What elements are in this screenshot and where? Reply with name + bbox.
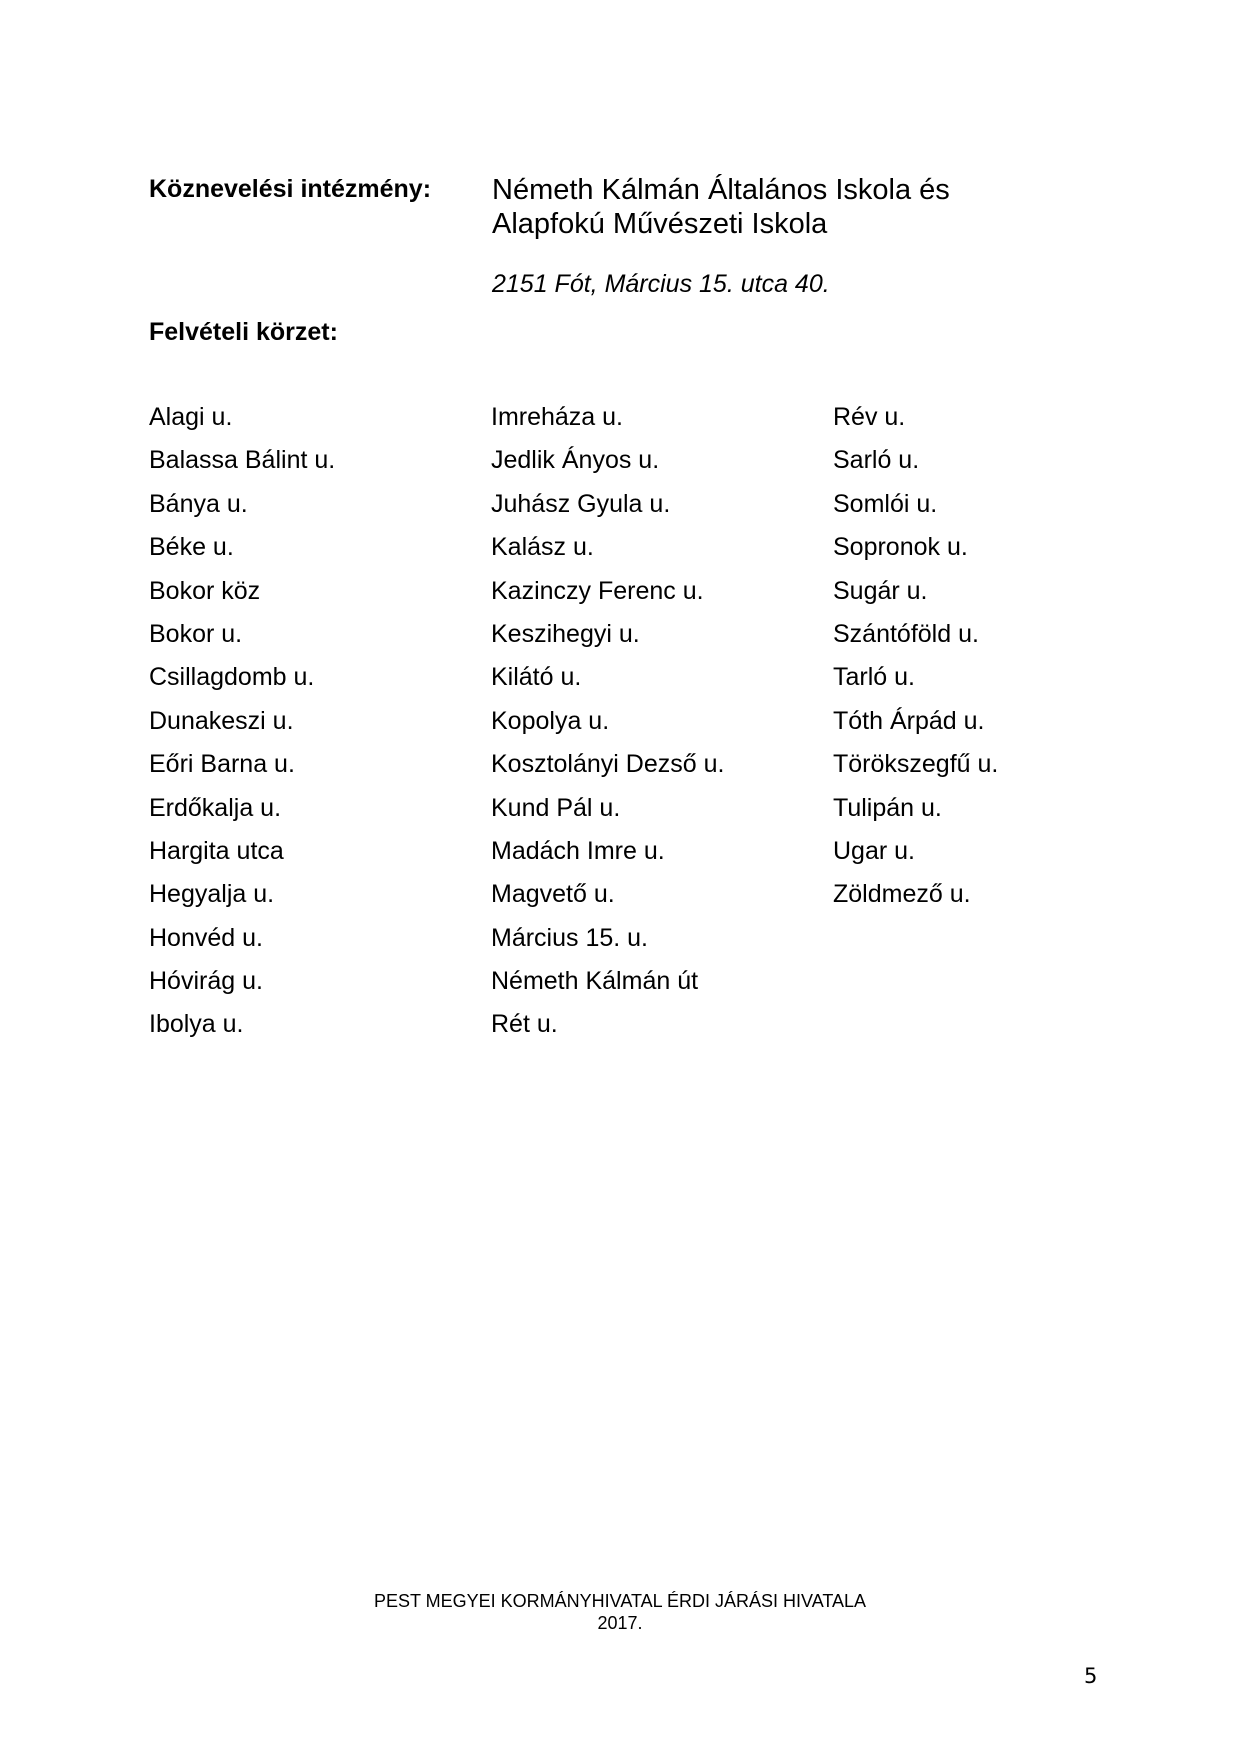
street-item: Imreháza u. [491,403,624,431]
footer-year: 2017. [597,1613,643,1633]
district-label: Felvételi körzet: [149,318,338,346]
street-item: Sopronok u. [833,533,968,562]
page-number: 5 [1084,1664,1098,1688]
street-item: Jedlik Ányos u. [491,446,660,475]
street-item: Kosztolányi Dezső u. [491,750,725,779]
street-column-2 [491,402,724,1053]
street-item: Juhász Gyula u. [491,489,671,518]
street-item: Eőri Barna u. [149,750,295,779]
street-item: Németh Kálmán út [491,967,699,996]
street-item: Balassa Bálint u. [149,446,336,475]
street-item: Bánya u. [149,489,248,518]
street-item: Hegyalja u. [149,880,275,909]
school-address: 2151 Fót, Március 15. utca 40. [492,270,830,298]
street-item: Hóvirág u. [149,967,263,996]
street-item: Csillagdomb u. [149,663,315,692]
street-item: Dunakeszi u. [149,706,294,735]
school-name-line-2: Alapfokú Művészeti Iskola [492,208,828,240]
street-item: Kopolya u. [491,706,610,735]
street-item: Rét u. [491,1010,558,1039]
street-item: Honvéd u. [149,923,263,952]
street-item: Kalász u. [491,533,594,562]
street-column-3 [833,402,998,923]
street-item: Tarló u. [833,663,915,692]
school-name-line-1: Németh Kálmán Általános Iskola és [492,174,950,206]
street-item: Hargita utca [149,836,284,865]
street-item: Magvető u. [491,880,615,909]
street-item: Alagi u. [149,403,233,431]
street-item: Ugar u. [833,836,915,865]
street-item: Kund Pál u. [491,793,621,822]
street-item: Sugár u. [833,576,928,605]
footer-office: PEST MEGYEI KORMÁNYHIVATAL ÉRDI JÁRÁSI HIVATALA [373,1591,867,1611]
street-item: Bokor köz [149,576,261,605]
street-item: Keszihegyi u. [491,619,640,648]
street-item: Törökszegfű u. [833,750,999,779]
street-item: Kazinczy Ferenc u. [491,576,704,605]
street-item: Zöldmező u. [833,880,971,909]
institution-label: Köznevelési intézmény: [149,175,432,203]
street-item: Tóth Árpád u. [833,706,985,735]
street-item: Sarló u. [833,446,920,475]
street-item: Erdőkalja u. [149,793,282,822]
street-item: Ibolya u. [149,1010,244,1039]
street-column-1 [149,402,335,1053]
street-item: Béke u. [149,533,234,562]
page-footer [0,1590,1240,1634]
street-item: Somlói u. [833,489,938,518]
street-item: Tulipán u. [833,793,942,822]
street-item: Rév u. [833,403,906,431]
school-name [492,173,1052,241]
street-item: Bokor u. [149,619,243,648]
street-item: Kilátó u. [491,663,582,692]
street-item: Szántóföld u. [833,619,979,648]
street-item: Március 15. u. [491,923,649,952]
street-item: Madách Imre u. [491,836,665,865]
